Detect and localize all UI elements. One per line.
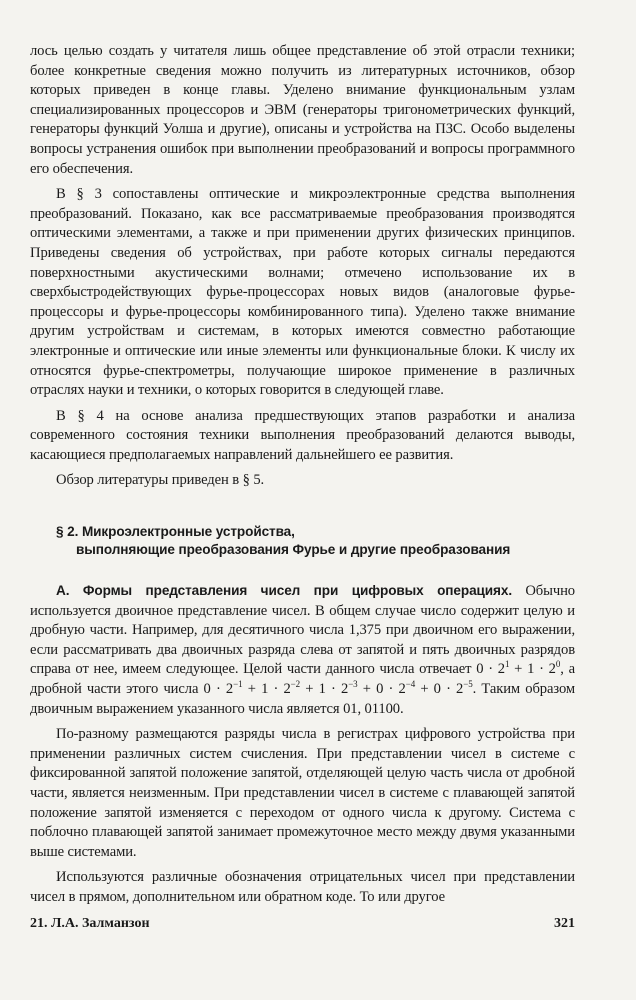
paragraph-section-4: В § 4 на основе анализа предшествующих этапов разработки и анализа современного состояния техники выполнения преобразований делаются выводы, касающиеся предполагаемых направлений дальнейшего ее развития. bbox=[30, 407, 575, 463]
paragraph-negative-numbers: Используются различные обозначения отрицательных чисел при представлении чисел в прямом, дополнительном или обратном коде. То или другое bbox=[30, 869, 575, 905]
page-number: 321 bbox=[554, 916, 575, 931]
section-heading-line1: § 2. Микроэлектронные устройства, bbox=[56, 524, 295, 540]
body-text bbox=[30, 42, 575, 914]
subsection-title: А. Формы представления чисел при цифровых операциях. bbox=[56, 583, 513, 599]
paragraph-intro-continuation: лось целью создать у читателя лишь общее представление об этой отрасли техники; более конкретные сведения можно получить из литературных источников, обзор которых приведен в конце главы. Уделено внимание функциональным узлам специализированных процессоров и ЭВМ (генераторы тригонометрических функций, генераторы функций Уолша и другие), описаны и устройства на ПЗС. Особо выделены вопросы устранения ошибок при выполнении преобразований и вопросы программного его обеспечения. bbox=[30, 43, 575, 177]
footer-author-signature: 21. Л.А. Залманзон bbox=[30, 916, 150, 931]
paragraph-section-3: В § 3 сопоставлены оптические и микроэлектронные средства выполнения преобразований. Показано, как все рассматриваемые преобразования производятся оптическими элементами, а также и при применении других физических принципов. Приведены сведения об устройствах, при работе которых сигналы передаются поверхностными акустическими волнами; отмечено использование их в сверхбыстродействующих фурье-процессорах новых видов (аналоговые фурье-процессоры и фурье-процессоры комбинированного типа). Уделено также внимание другим устройствам и системам, в которых имеются совместно работающие электронные и оптические или иные элементы или функциональные блоки. К числу их относятся фурье-спектрометры, получающие широкое применение в различных отраслях науки и техники, о которых говорится в следующей главе. bbox=[30, 186, 575, 399]
paragraph-number-forms: А. Формы представления чисел при цифровых операциях. Обычно используется двоичное представление чисел. В общем случае число содержит целую и дробную части. Например, для десятичного числа 1,375 при двоичном его выражении, если рассматривать два двоичных разряда слева от запятой и пять двоичных разрядов справа от нее, имеем следующее. Целой части данного числа отвечает $0 \cdot 2^1 + 1 \cdot 2^0$, а дробной части этого числа $0 \cdot 2^{-1} + 1 \cdot 2^{-2} + 1 \cdot 2^{-3} + 0 \cdot 2^{-4} + 0 \cdot 2^{-5}$. Таким образом двоичным выражением указанного числа является 01, 01100. bbox=[30, 583, 576, 717]
section-heading bbox=[30, 523, 575, 559]
section-heading-line2: выполняющие преобразования Фурье и другие преобразования bbox=[76, 542, 511, 558]
paragraph-number-systems: По-разному размещаются разряды числа в регистрах цифрового устройства при применении различных систем счисления. При представлении чисел в системе с фиксированной запятой положение запятой, отделяющей целую часть числа от дробной части, является неизменным. При представлении чисел в системе с плавающей запятой положение запятой изменяется с переходом от одного числа к другому. Система с поблочно плавающей запятой занимает промежуточное место между двумя указанными выше системами. bbox=[30, 726, 575, 860]
paragraph-section-5: Обзор литературы приведен в § 5. bbox=[56, 472, 265, 489]
